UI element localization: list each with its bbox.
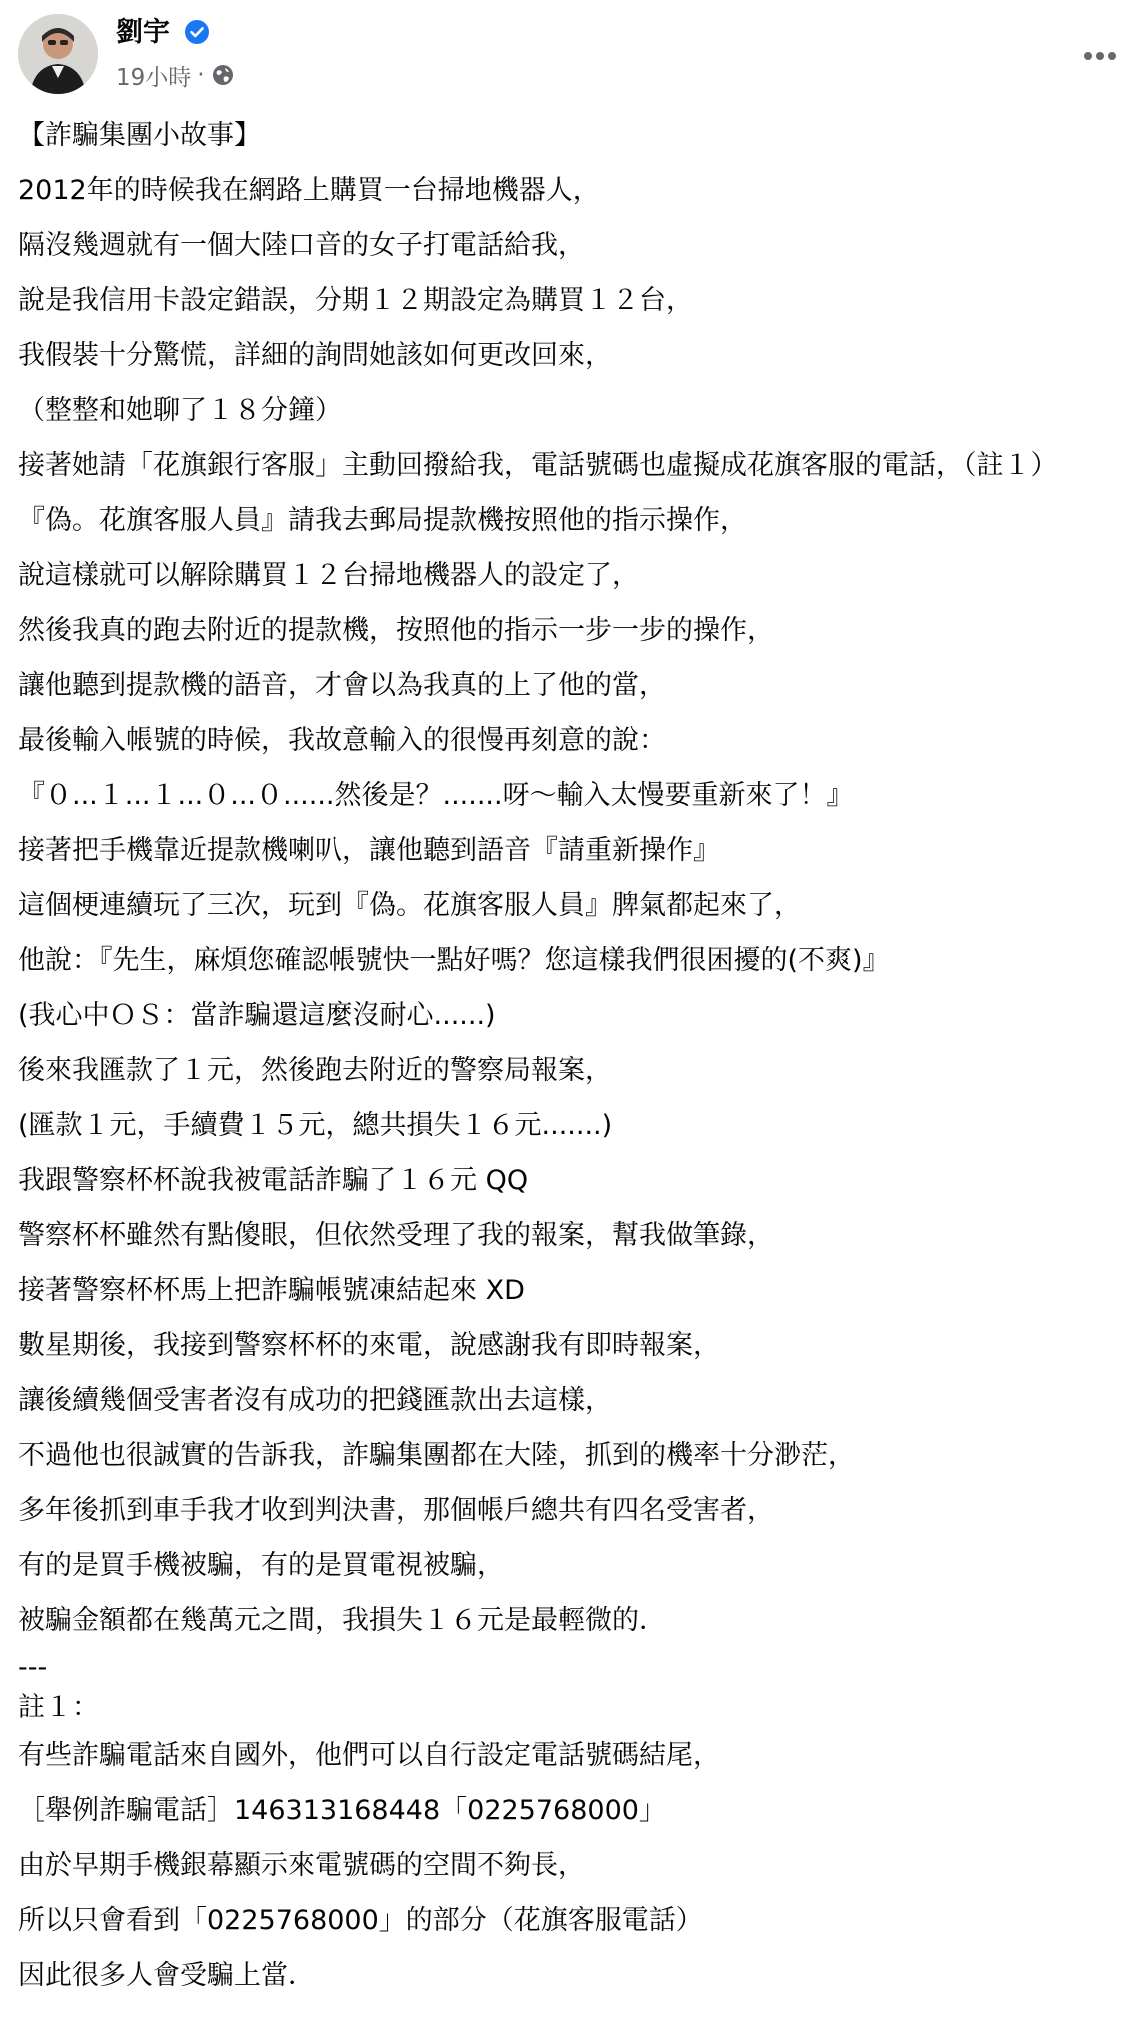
post-header (18, 14, 1128, 94)
post-line: 後來我匯款了１元，然後跑去附近的警察局報案， (18, 1055, 612, 1086)
avatar-image (18, 14, 98, 94)
post-line: 讓後續幾個受害者沒有成功的把錢匯款出去這樣， (18, 1385, 612, 1416)
post-line: 讓他聽到提款機的語音，才會以為我真的上了他的當， (18, 670, 666, 701)
post-line: 被騙金額都在幾萬元之間，我損失１６元是最輕微的． (18, 1605, 666, 1636)
post-line: 我假裝十分驚慌，詳細的詢問她該如何更改回來， (18, 340, 612, 371)
post-line: 所以只會看到「0225768000」的部分（花旗客服電話） (18, 1905, 703, 1936)
post-line: 我跟警察杯杯說我被電話詐騙了１６元 QQ (18, 1165, 529, 1196)
post-line: 這個梗連續玩了三次，玩到『偽。花旗客服人員』脾氣都起來了， (18, 890, 801, 921)
post-divider: --- (18, 1652, 48, 1683)
post-line: 說是我信用卡設定錯誤，分期１２期設定為購買１２台， (18, 285, 693, 316)
post-line: 有些詐騙電話來自國外，他們可以自行設定電話號碼結尾， (18, 1740, 720, 1771)
author-name[interactable]: 劉宇 (116, 17, 170, 48)
post-line: 然後我真的跑去附近的提款機，按照他的指示一步一步的操作， (18, 615, 774, 646)
post-line: 警察杯杯雖然有點傻眼，但依然受理了我的報案，幫我做筆錄， (18, 1220, 774, 1251)
post-line: 不過他也很誠實的告訴我，詐騙集團都在大陸，抓到的機率十分渺茫， (18, 1440, 855, 1471)
post-body (18, 108, 1133, 2003)
post-line: 隔沒幾週就有一個大陸口音的女子打電話給我， (18, 230, 585, 261)
post-line: 說這樣就可以解除購買１２台掃地機器人的設定了， (18, 560, 639, 591)
post-line: (匯款１元，手續費１５元，總共損失１６元.......) (18, 1110, 613, 1141)
author-avatar[interactable] (18, 14, 98, 94)
post-line: 接著把手機靠近提款機喇叭，讓他聽到語音『請重新操作』 (18, 835, 720, 866)
post-timestamp[interactable]: 19小時 (116, 64, 192, 91)
post-line: 由於早期手機銀幕顯示來電號碼的空間不夠長， (18, 1850, 585, 1881)
post-line: 接著警察杯杯馬上把詐騙帳號凍結起來 XD (18, 1275, 525, 1306)
post-note-heading: 註１： (18, 1692, 99, 1723)
post-line: ［舉例詐騙電話］146313168448「0225768000」 (18, 1795, 666, 1826)
post-line: 2012年的時候我在網路上購買一台掃地機器人， (18, 175, 600, 206)
verified-badge-icon (184, 19, 210, 45)
post-line: 『偽。花旗客服人員』請我去郵局提款機按照他的指示操作， (18, 505, 747, 536)
post-line: (我心中ＯＳ：當詐騙還這麼沒耐心......) (18, 1000, 496, 1031)
post-line: 有的是買手機被騙，有的是買電視被騙， (18, 1550, 504, 1581)
post-line: 『０...１...１...０...０......然後是？.......呀～輸入太慢要重新來了！』 (18, 780, 854, 811)
post-meta (116, 58, 235, 92)
meta-separator: · (197, 62, 205, 88)
globe-icon[interactable] (211, 63, 235, 87)
post-line: （整整和她聊了１８分鐘） (18, 395, 342, 426)
post-line: 他說：『先生，麻煩您確認帳號快一點好嗎？您這樣我們很困擾的(不爽)』 (18, 945, 890, 976)
post-line: 接著她請「花旗銀行客服」主動回撥給我，電話號碼也虛擬成花旗客服的電話，（註１） (18, 450, 1058, 481)
post-line: 最後輸入帳號的時候，我故意輸入的很慢再刻意的說： (18, 725, 666, 756)
post-line: 數星期後，我接到警察杯杯的來電，說感謝我有即時報案， (18, 1330, 720, 1361)
more-options-icon (1082, 51, 1118, 61)
more-options-button[interactable] (1080, 36, 1120, 76)
post-line: 多年後抓到車手我才收到判決書，那個帳戶總共有四名受害者， (18, 1495, 774, 1526)
post-line: 因此很多人會受騙上當． (18, 1960, 315, 1991)
post-line: 【詐騙集團小故事】 (18, 120, 261, 151)
